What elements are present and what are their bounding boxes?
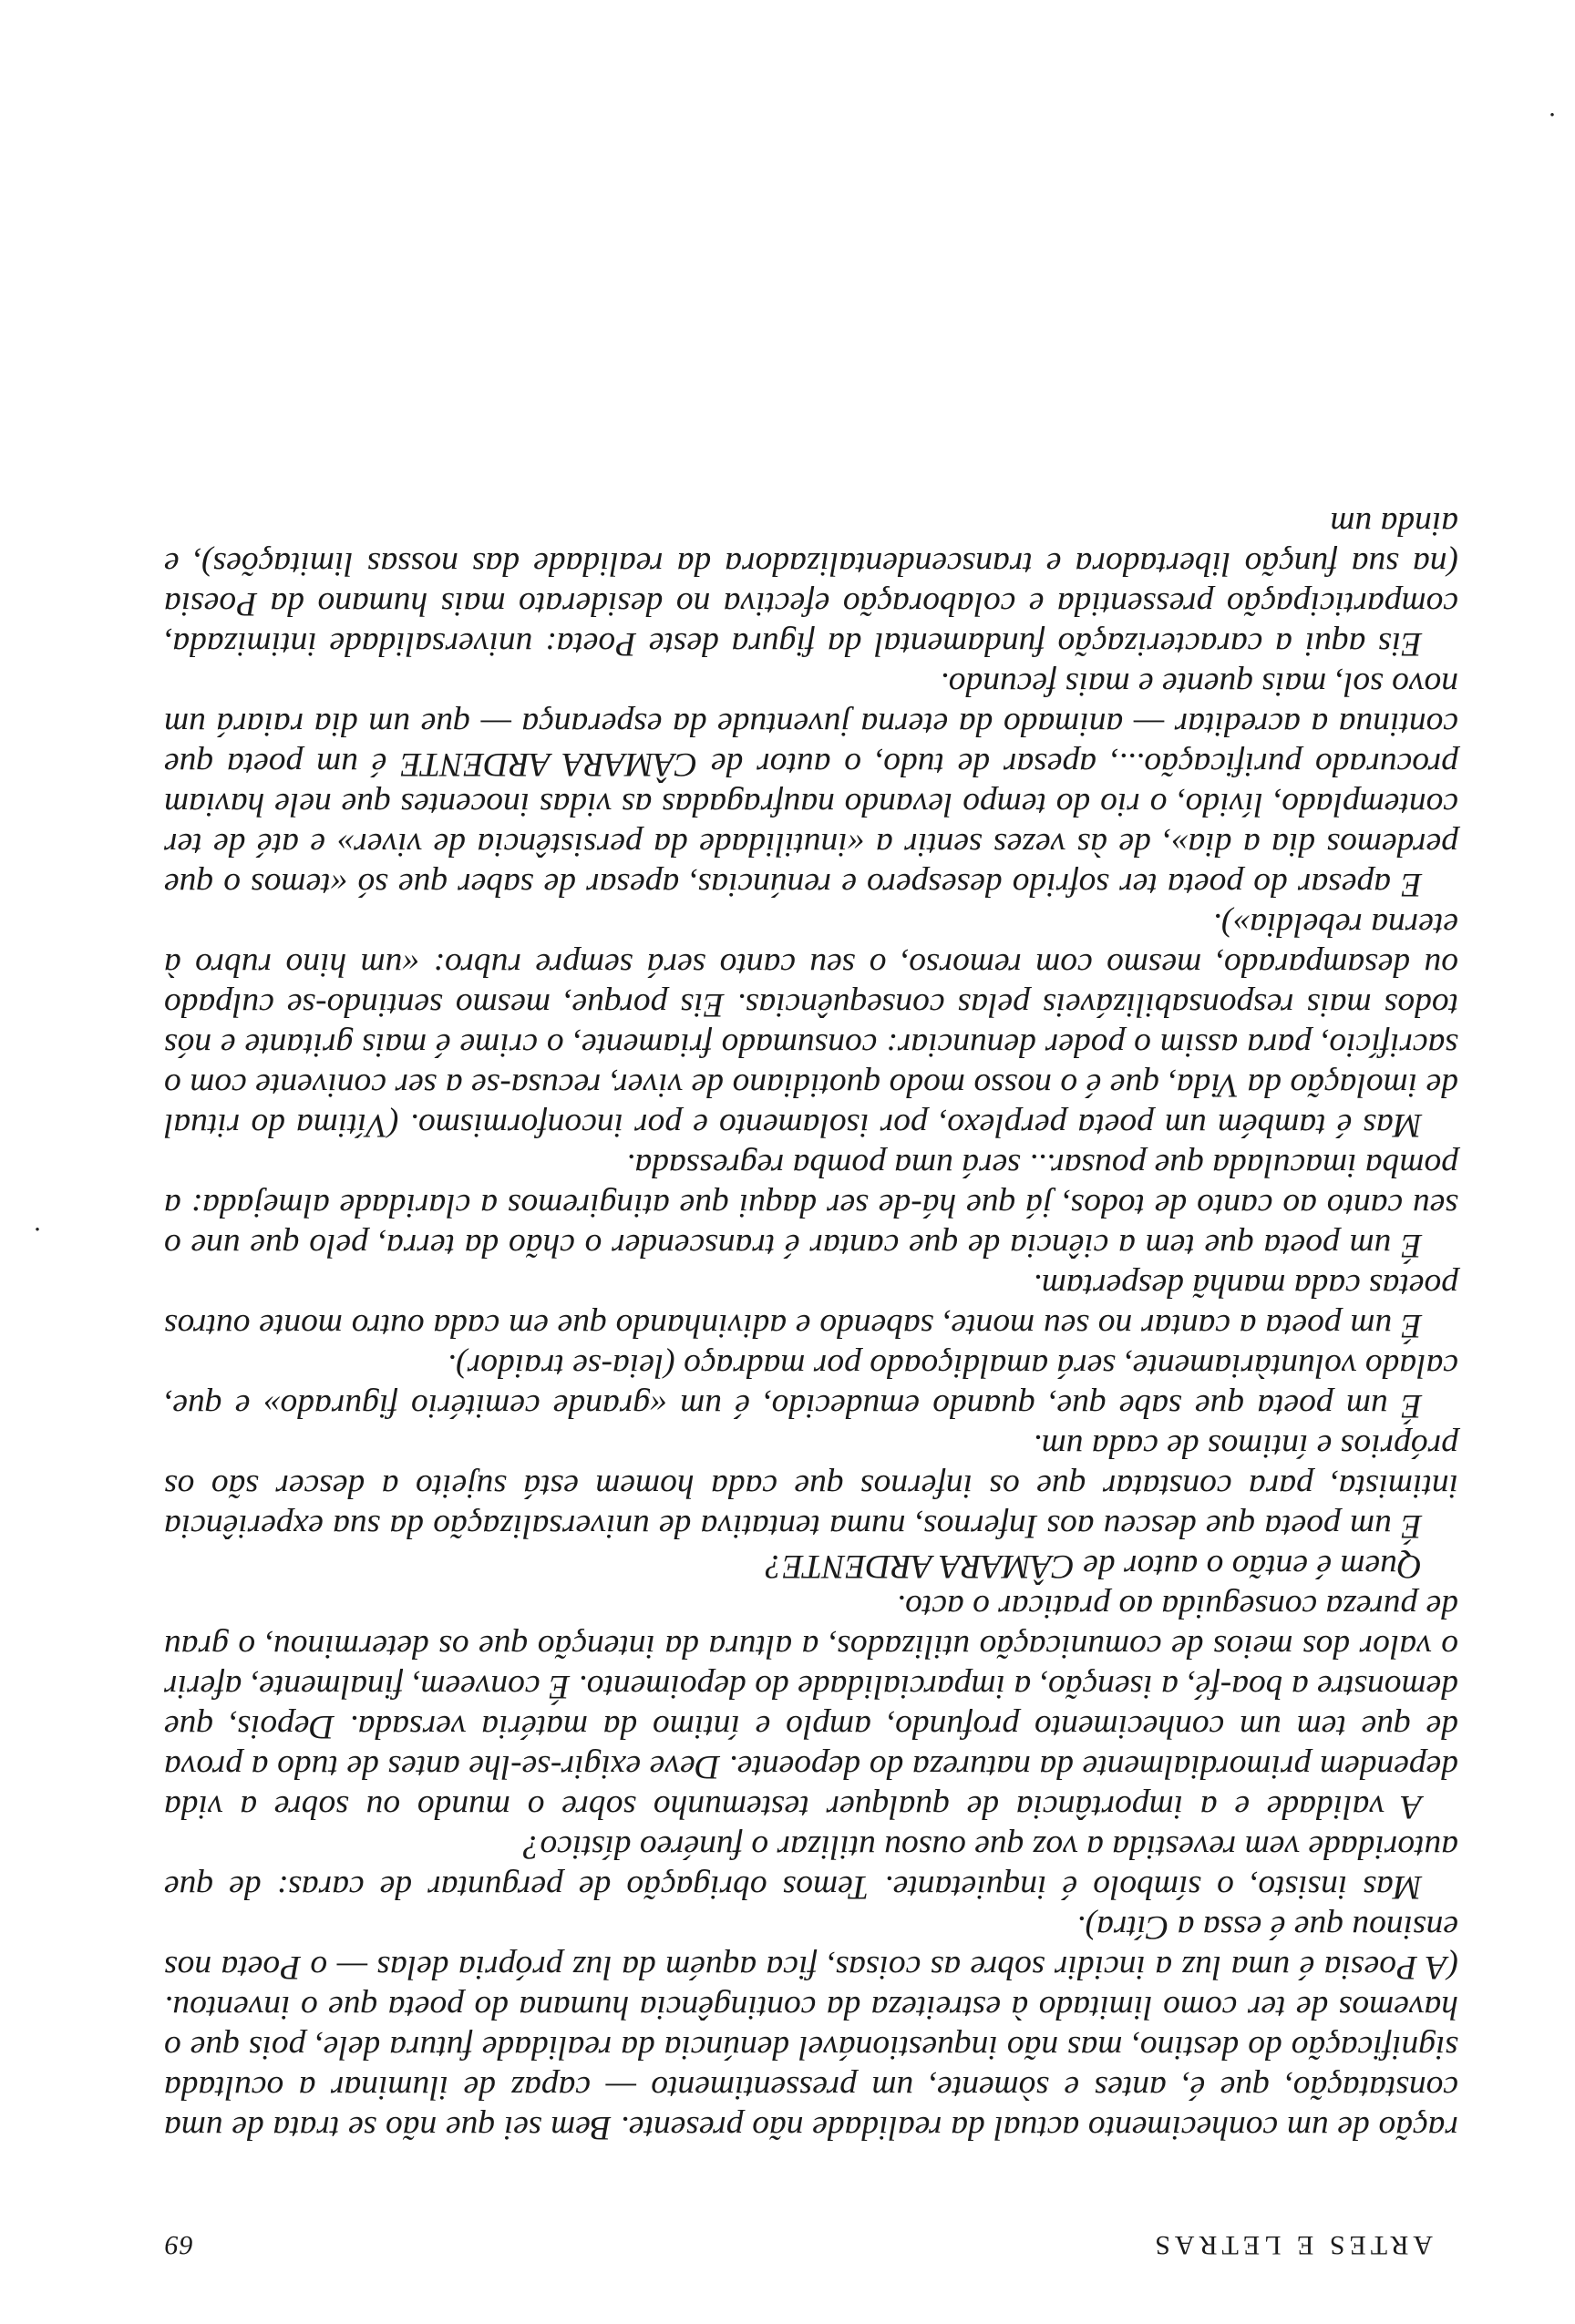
paragraph: ração de um conhecimento actual da realidade não presente. Bem sei que não se trata de uma constatação, que é, antes e sòmente, um pressentimento — capaz de iluminar a ocultada significação do destino, mas não inquestionável denúncia da realidade futura dele, pois que o havemos de ter como limitado à estreiteza da contingência humana do poeta que o inventou. (A Poesia é uma luz a incidir sobre as coisas, fica aquém da luz própria delas — o Poeta nos ensinou que é essa a Cítra).: [164, 1908, 1458, 2146]
paragraph: É um poeta que tem a ciência de que cantar é transcender o chão da terra, pelo que une o seu canto ao canto de todos, já que há-de ser daqui que atingiremos a claridade almejada: a pomba imaculada que pousar... será uma pomba regressada.: [164, 1147, 1458, 1264]
paragraph: Mas é também um poeta perplexo, por isolamento e por inconformismo. (Vítima do ritual de imolação da Vida, que é o nosso modo quotidiano de viver, recusa-se a ser conivente com o sacrifício, para assim o poder denunciar: consumado friamente, o crime é mais gritante e nós todos mais responsabilizáveis pelas consequências. Eis porque, mesmo sentindo-se culpado ou desamparado, mesmo com remorso, o seu canto será sempre rubro: «um hino rubro à eterna rebeldia»).: [164, 906, 1458, 1144]
body-text: [164, 503, 1458, 2147]
paragraph: É um poeta que desceu aos Infernos, numa tentativa de universalização da sua experiência intimista, para constatar que os infernos que cada homem está sujeito a descer são os próprios e íntimos de cada um.: [164, 1427, 1458, 1545]
running-title: ARTES E LETRAS: [1150, 2230, 1433, 2260]
margin-mark: ·: [33, 1214, 42, 1244]
paragraph: E apesar do poeta ter sofrido desespero e renúncias, apesar de saber que só «temos o que perdemos dia a dia», de às vezes sentir a «inutilidade da persistência de viver» e até de ter contemplado, lívido, o rio do tempo levando naufragadas as vidas inocentes que nele haviam procurado purificação..., apesar de tudo, o autor de CÂMARA ARDENTE é um poeta que continua a acreditar — animado da eterna juventude da esperança — que um dia raiará um novo sol, mais quente e mais fecundo.: [164, 665, 1458, 903]
paragraph: A validade e a importância de qualquer testemunho sobre o mundo ou sobre a vida dependem primordialmente da natureza do depoente. Deve exigir-se-lhe antes de tudo a prova de que tem um conhecimento profundo, amplo e íntimo da matéria versada. Depois, que demonstre a boa-fé, a isenção, a imparcialidade do depoimento. É conveem, finalmente, aferir o valor dos meios de comunicação utilizados, a altura da intenção que os determinou, o grau de pureza conseguida ao praticar o acto.: [164, 1588, 1458, 1825]
paragraph: É um poeta que sabe que, quando emudecido, é um «grande cemitério figurado» e que, calado voluntàriamente, será amaldiçoado por madraço (leia-se traidor).: [164, 1347, 1458, 1424]
paragraph: Eis aqui a caracterização fundamental da figura deste Poeta: universalidade intimizada, comparticipação pressentida e colaboração efectiva no desiderato mais humano da Poesia (na sua função libertadora e transcendentalizadora da realidade das nossas limitações), e ainda um: [164, 505, 1458, 663]
running-header: [164, 2225, 1433, 2265]
paragraph: Quem é então o autor de CÂMARA ARDENTE?: [765, 1548, 1422, 1585]
paragraph: É um poeta a cantar no seu monte, sabendo e adivinhando que em cada outro monte outros poetas cada manhã despertam.: [164, 1267, 1458, 1344]
page-number: 69: [164, 2230, 193, 2260]
paragraph: Mas insisto, o símbolo é inquietante. Temos obrigação de perguntar de caras: de que autoridade vem revestida a voz que ousou utilizar o funéreo dístico?: [164, 1828, 1458, 1906]
margin-mark: ·: [1548, 99, 1557, 129]
page-content: [164, 503, 1458, 2265]
